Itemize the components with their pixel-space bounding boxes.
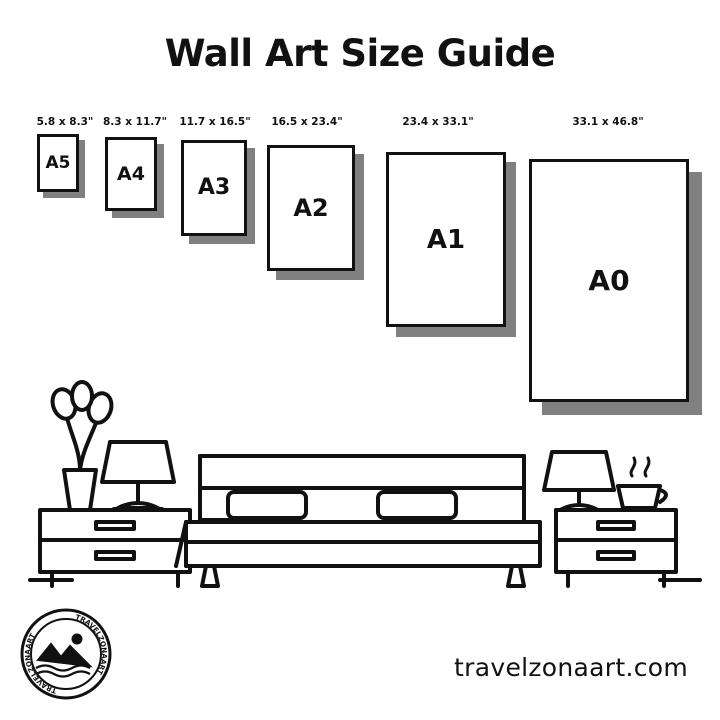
size-frame-box-a4 (105, 137, 157, 211)
table-lamp-left (102, 442, 174, 509)
bedroom-scene-svg (0, 370, 720, 610)
page-title: Wall Art Size Guide (164, 32, 556, 75)
size-caption-a1: 23.4 x 33.1" (402, 116, 474, 128)
coffee-cup (618, 458, 666, 508)
size-label-a3: A3 (197, 175, 231, 200)
size-frame-box-a2 (267, 145, 355, 271)
footer-website-url: travelzonaart.com (454, 653, 688, 682)
size-caption-a3: 11.7 x 16.5" (179, 116, 251, 128)
size-frame-box-a3 (181, 140, 247, 236)
nightstand-right (556, 510, 676, 586)
brand-logo-text-bottom: TRAVELZONAART (23, 632, 58, 695)
size-caption-a0: 33.1 x 46.8" (572, 116, 644, 128)
size-caption-a4: 8.3 x 11.7" (102, 116, 168, 128)
bedroom-scene (0, 370, 720, 610)
size-caption-a5: 5.8 x 8.3" (36, 116, 94, 128)
bed (176, 456, 540, 586)
vase-with-flowers (49, 382, 115, 510)
size-frame-box-a1 (386, 152, 506, 327)
size-label-a4: A4 (117, 162, 145, 185)
brand-logo-icon (20, 608, 112, 700)
brand-logo-text-top: TRAVELZONAART (74, 613, 109, 676)
size-label-a2: A2 (293, 194, 329, 222)
size-caption-a2: 16.5 x 23.4" (271, 116, 343, 128)
table-lamp-right (544, 452, 614, 510)
size-guide-diagram (0, 110, 720, 400)
size-frame-box-a0 (529, 159, 689, 402)
size-frame-box-a5 (37, 134, 79, 192)
brand-logo (20, 608, 112, 700)
size-label-a5: A5 (45, 152, 71, 173)
nightstand-left (40, 510, 190, 586)
size-label-a0: A0 (588, 263, 630, 297)
size-label-a1: A1 (426, 224, 466, 255)
